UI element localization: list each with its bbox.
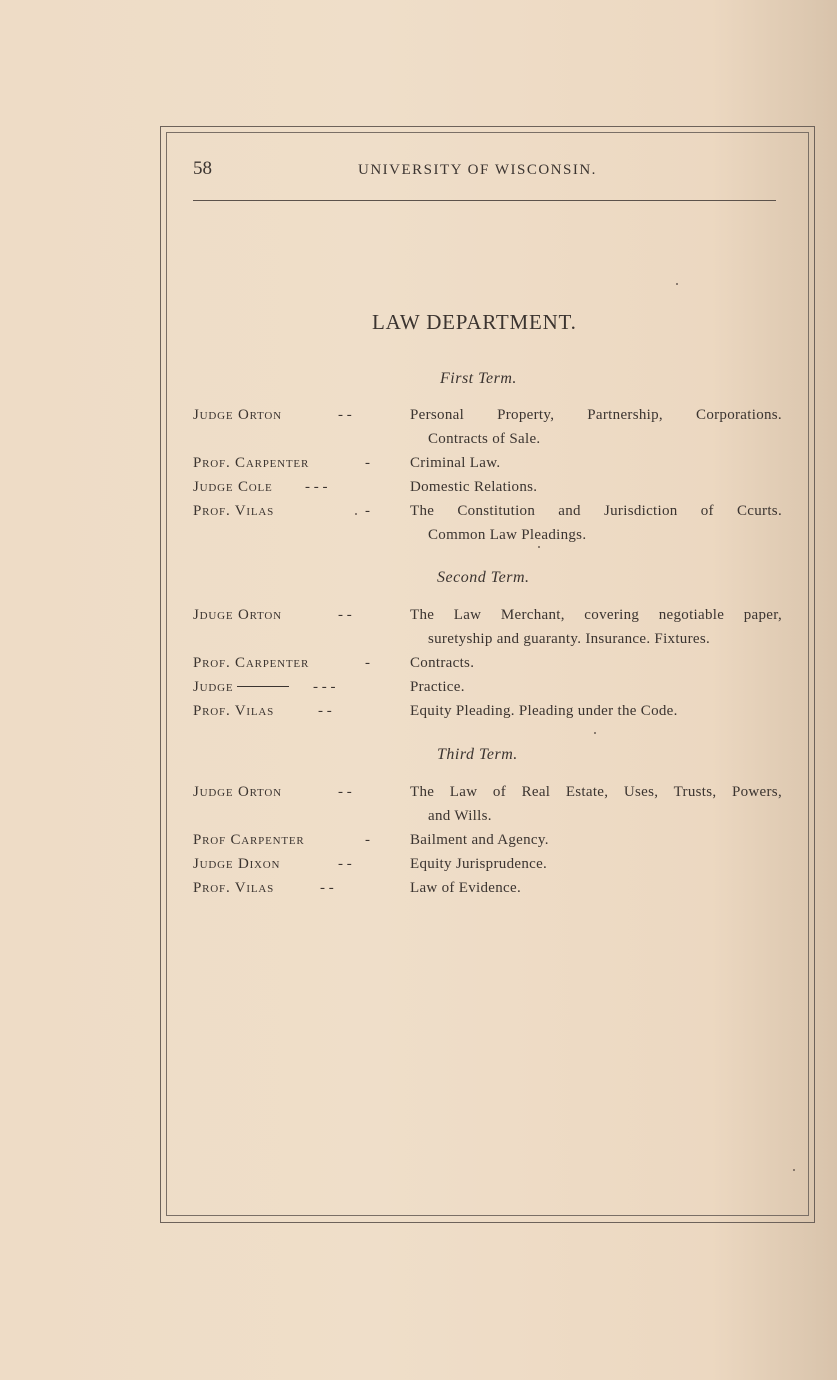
course-subject-continuation: Common Law Pleadings. <box>428 527 587 543</box>
leader-dashes: - <box>365 655 370 671</box>
instructor-name: Judge Dixon <box>193 856 281 872</box>
course-subject: Equity Pleading. Pleading under the Code. <box>410 703 678 719</box>
instructor-name: Judge Cole <box>193 479 273 495</box>
paper-speck <box>594 732 596 734</box>
course-row <box>193 475 785 499</box>
course-subject-continuation: suretyship and guaranty. Insurance. Fixtures. <box>428 631 711 647</box>
page-number: 58 <box>193 158 212 179</box>
leader-dashes: - <box>365 455 370 471</box>
course-row <box>193 699 785 723</box>
leader-dashes: - - <box>320 880 334 896</box>
leader-dashes: - - <box>338 856 352 872</box>
leader-dashes: - <box>365 832 370 848</box>
term-heading-second: Second Term. <box>437 569 530 586</box>
instructor-name: Prof. Vilas <box>193 880 275 896</box>
course-row <box>193 603 785 627</box>
instructor-name: Jduge Orton <box>193 607 282 623</box>
course-subject: The Constitution and Jurisdiction of Ccurts. <box>410 503 782 519</box>
course-subject: The Law of Real Estate, Uses, Trusts, Powers, <box>410 784 782 800</box>
instructor-name: Prof. Carpenter <box>193 655 310 671</box>
instructor-title: Judge <box>193 679 234 695</box>
running-title: UNIVERSITY OF WISCONSIN. <box>358 162 597 178</box>
course-subject: Law of Evidence. <box>410 880 522 896</box>
paper-speck <box>538 546 540 548</box>
instructor-name: Prof. Vilas <box>193 703 275 719</box>
course-subject: The Law Merchant, covering negotiable paper, <box>410 607 782 623</box>
paper-speck <box>355 513 357 515</box>
course-subject: Contracts. <box>410 655 475 671</box>
paper-speck <box>793 1169 795 1171</box>
instructor-name: Prof. Vilas <box>193 503 275 519</box>
course-subject: Practice. <box>410 679 465 695</box>
paper-speck <box>676 283 678 285</box>
course-row <box>193 451 785 475</box>
leader-dashes: - <box>365 503 370 519</box>
course-subject: Criminal Law. <box>410 455 501 471</box>
course-subject: Domestic Relations. <box>410 479 538 495</box>
course-row <box>193 403 785 427</box>
term-heading-first: First Term. <box>440 370 517 387</box>
course-row <box>193 499 785 523</box>
course-subject-continuation: Contracts of Sale. <box>428 431 541 447</box>
leader-dashes: - - <box>318 703 332 719</box>
course-subject-continuation: and Wills. <box>428 808 492 824</box>
department-title: LAW DEPARTMENT. <box>372 310 577 334</box>
instructor-name <box>193 675 293 699</box>
term-heading-third: Third Term. <box>437 746 518 763</box>
course-row <box>193 675 785 699</box>
leader-dashes: - - <box>338 407 352 423</box>
course-subject: Bailment and Agency. <box>410 832 549 848</box>
course-row <box>193 852 785 876</box>
leader-dashes: - - - <box>305 479 328 495</box>
leader-dashes: - - <box>338 607 352 623</box>
course-subject: Equity Jurisprudence. <box>410 856 548 872</box>
course-subject: Personal Property, Partnership, Corporations. <box>410 407 782 423</box>
blank-name-line <box>237 686 289 687</box>
course-row <box>193 876 785 900</box>
leader-dashes: - - <box>338 784 352 800</box>
leader-dashes: - - - <box>313 679 336 695</box>
course-row <box>193 651 785 675</box>
instructor-name: Judge Orton <box>193 784 282 800</box>
instructor-name: Judge Orton <box>193 407 282 423</box>
course-row <box>193 780 785 804</box>
instructor-name: Prof Carpenter <box>193 832 305 848</box>
course-row <box>193 828 785 852</box>
header-rule <box>193 200 776 201</box>
instructor-name: Prof. Carpenter <box>193 455 310 471</box>
